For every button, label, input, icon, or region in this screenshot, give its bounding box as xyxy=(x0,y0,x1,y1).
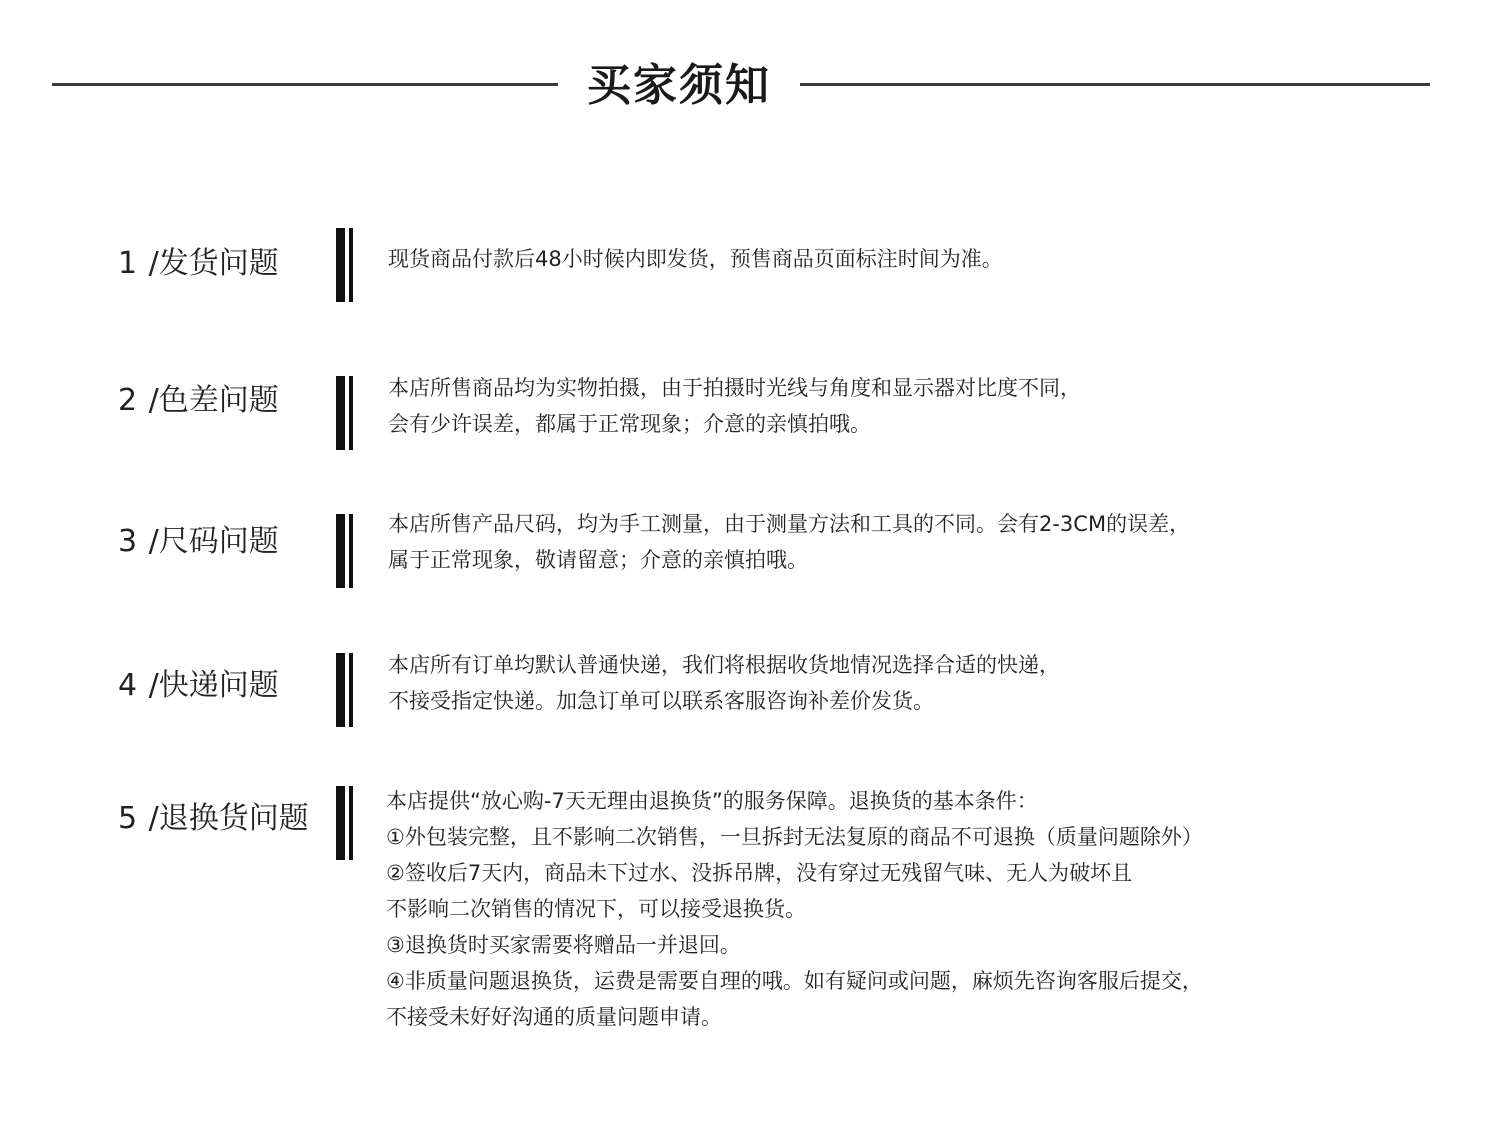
section-text-line: 本店所售商品均为实物拍摄，由于拍摄时光线与角度和显示器对比度不同， xyxy=(388,376,1081,400)
section-body xyxy=(388,370,1388,442)
header xyxy=(52,55,1430,117)
section-body xyxy=(386,783,1386,1035)
section-body xyxy=(388,647,1388,719)
section-text-line: 本店提供“放心购-7天无理由退换货”的服务保障。退换货的基本条件： xyxy=(386,789,1038,813)
section-text-line: 本店所有订单均默认普通快递，我们将根据收货地情况选择合适的快递， xyxy=(388,653,1060,677)
section-body xyxy=(388,241,1388,277)
section-title: /退换货问题 xyxy=(148,801,309,836)
section-text-line: 属于正常现象，敬请留意；介意的亲慎拍哦。 xyxy=(388,548,808,572)
section-label xyxy=(118,668,279,704)
section-text-line: 不影响二次销售的情况下，可以接受退换货。 xyxy=(386,897,806,921)
section-bar-icon xyxy=(336,514,356,588)
section-bar-icon xyxy=(336,786,356,860)
section-title: /发货问题 xyxy=(148,246,279,281)
section-number: 1 xyxy=(118,246,138,281)
section-title: /尺码问题 xyxy=(148,524,279,559)
section-text-line: 会有少许误差，都属于正常现象；介意的亲慎拍哦。 xyxy=(388,412,871,436)
section-title: /色差问题 xyxy=(148,383,279,418)
section-label xyxy=(118,383,279,419)
section-text-line: ③退换货时买家需要将赠品一并退回。 xyxy=(386,933,741,957)
section-title: /快递问题 xyxy=(148,668,279,703)
section-label xyxy=(118,246,279,282)
header-divider-left xyxy=(52,83,558,86)
section-number: 3 xyxy=(118,524,138,559)
section-label xyxy=(118,524,279,560)
section-text-line: 现货商品付款后48小时候内即发货，预售商品页面标注时间为准。 xyxy=(388,247,1003,271)
section-bar-icon xyxy=(336,376,356,450)
section-number: 4 xyxy=(118,668,138,703)
section-number: 2 xyxy=(118,383,138,418)
page-title: 买家须知 xyxy=(587,60,771,111)
header-divider-right xyxy=(800,83,1430,86)
section-bar-icon xyxy=(336,653,356,727)
section-text-line: 不接受未好好沟通的质量问题申请。 xyxy=(386,1005,722,1029)
section-text-line: 本店所售产品尺码，均为手工测量，由于测量方法和工具的不同。会有2-3CM的误差， xyxy=(388,512,1191,536)
section-body xyxy=(388,506,1388,578)
section-bar-icon xyxy=(336,228,356,302)
section-text-line: ②签收后7天内，商品未下过水、没拆吊牌，没有穿过无残留气味、无人为破坏且 xyxy=(386,861,1133,885)
section-number: 5 xyxy=(118,801,138,836)
section-text-line: 不接受指定快递。加急订单可以联系客服咨询补差价发货。 xyxy=(388,689,934,713)
section-text-line: ④非质量问题退换货，运费是需要自理的哦。如有疑问或问题，麻烦先咨询客服后提交， xyxy=(386,969,1203,993)
section-label xyxy=(118,801,309,837)
section-text-line: ①外包装完整，且不影响二次销售，一旦拆封无法复原的商品不可退换（质量问题除外） xyxy=(386,825,1203,849)
